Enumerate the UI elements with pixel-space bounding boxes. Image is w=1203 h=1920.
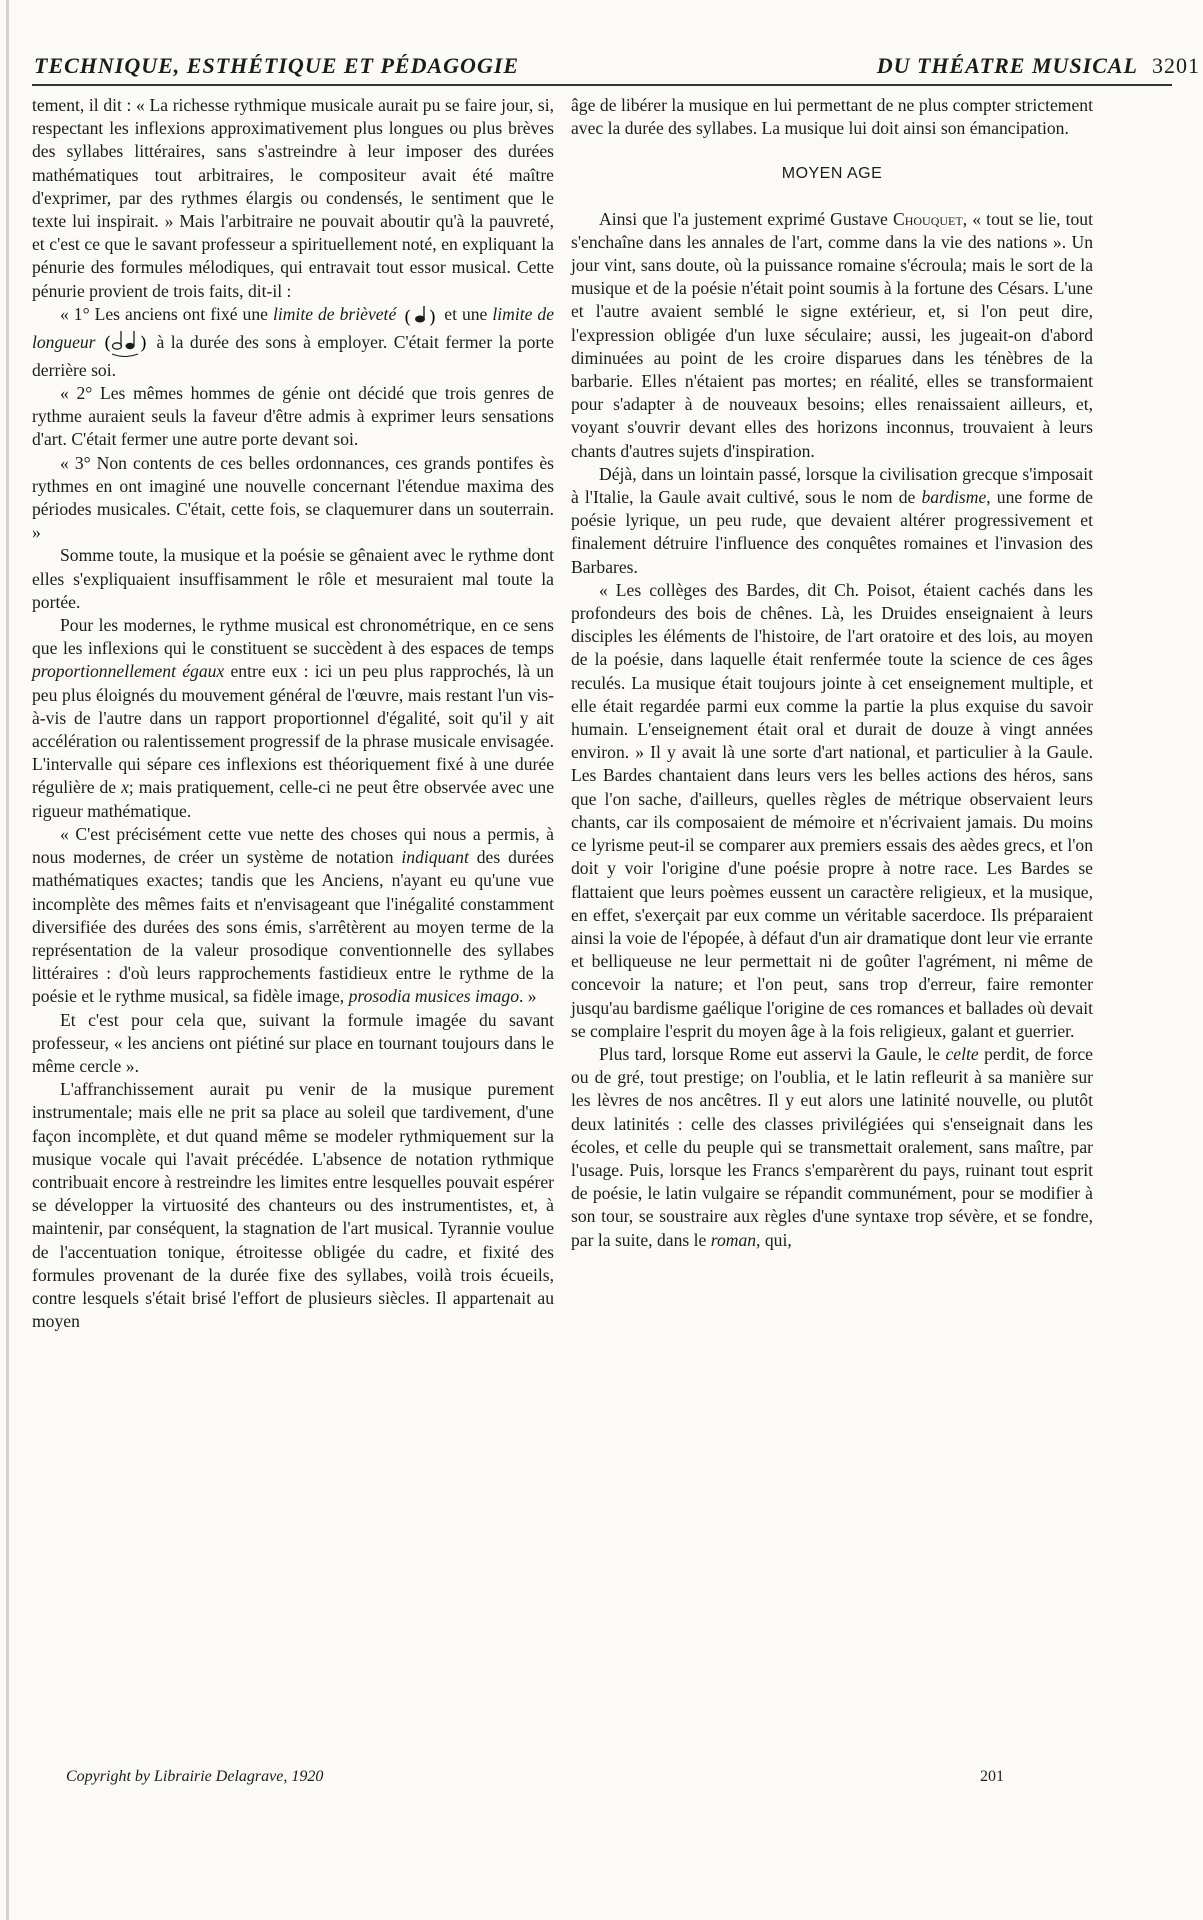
text-run: et une bbox=[444, 303, 488, 324]
text-run: perdit, de force ou de gré, tout prestige; on l'oublia, et le latin refleurit à sa manière sur les lèvres de nos ancêtres. Il y eut alors une latinité nouvelle, ou plutôt deux latinités : celle des classes privilégiées qui s'enseignait dans les écoles, et celle du peuple qui se transmettait oralement, sans maître, par l'usage. Puis, lorsque les Francs s'emparèrent du pays, ruinant tout esprit de poésie, le latin vulgaire se répandit communément, pour se modifier à son tour, se soustraire aux règles d'une syntaxe trop sévère, et se fondre, par la suite, dans le bbox=[571, 1043, 1093, 1250]
text-run: , une forme de poésie lyrique, un peu rude, que devaient altérer progressivement et finalement détruire l'influence des conquêtes romaines et l'invasion des Barbares. bbox=[571, 487, 1093, 577]
right-paragraph-5 bbox=[571, 1043, 1093, 1252]
left-paragraph-8: Et c'est pour cela que, suivant la formule imagée du savant professeur, « les anciens ont piétiné sur place en tournant toujours dans le même cercle ». bbox=[32, 1009, 554, 1076]
header-left-title: TECHNIQUE, ESTHÉTIQUE ET PÉDAGOGIE bbox=[34, 53, 520, 78]
text-run: à la durée des sons à employer. C'était fermer la porte derrière soi. bbox=[32, 331, 554, 380]
running-header bbox=[34, 53, 1200, 85]
left-paragraph-3: « 2° Les mêmes hommes de génie ont décidé que trois genres de rythme auraient seuls la faveur d'être admis à exprimer leurs sensations d'art. C'était fermer une autre porte devant soi. bbox=[32, 383, 554, 450]
text-run: . » bbox=[519, 986, 537, 1007]
right-paragraph-4: « Les collèges des Bardes, dit Ch. Poisot, étaient cachés dans les profondeurs des bois de chênes. Là, les Druides enseignaient à leurs disciples les éléments de l'histoire, de l'art oratoire et des lois, au moyen de la poésie, dans laquelle était renfermée toute la science de ces âges reculés. La musique était toujours jointe à cet enseignement multiple, et elle était regardée parmi eux comme la partie la plus exquise du savoir humain. L'enseignement était oral et durait de douze à vingt années environ. » Il y avait là une sorte d'art national, et particulier à la Gaule. Les Bardes chantaient dans leurs vers les belles actions des héros, sans que l'on sache, d'ailleurs, quelles règles de métrique observaient leurs chants, car ils composaient de mémoire et n'écrivaient jamais. Du moins ce lyrisme peut-il se comparer aux premiers essais des aèdes grecs, et l'on doit y voir l'origine d'une poésie propre à notre race. Les Bardes se flattaient que leurs poèmes eussent un caractère religieux, et la musique, en effet, s'exerçait par eux comme un véritable sacerdoce. Ils préparaient ainsi la voie de l'épopée, à défaut d'un air dramatique dont leur vie errante et belliqueuse ne leur permettait ni de goûter l'agrément, ni même de concevoir la nature; et l'on peut, sans trop d'erreur, faire remonter jusqu'au bardisme gaélique l'origine de ces romances et ballades où devait se complaire l'esprit du moyen âge à la fois religieux, galant et guerrier. bbox=[571, 579, 1093, 1041]
text-run: « 1° Les anciens ont fixé une bbox=[60, 303, 268, 324]
text-run: Ainsi que l'a justement exprimé Gustave bbox=[599, 208, 888, 229]
text-run: , « tout se lie, tout s'enchaîne dans les annales de l'art, comme dans la vie des nations ». Un jour vint, sans doute, où la puissance romaine s'écroula; mais le sort de la musique et de la poésie n'était point soumis à la fortune des Césars. L'une et l'autre avaient semblé le signe extérieur, et, si l'on peut dire, l'expression obligée d'un luxe séculaire; aussi, les jugeait-on d'abord diminuées au point de les croire disparues dans les ténèbres de la barbarie. Elles n'étaient pas mortes; en réalité, elles se transformaient pour s'adapter à de nouveaux besoins; elles renaissaient ailleurs, et, voyant s'ouvrir devant elles des horizons inconnus, trouvaient à leurs chants d'autres sujets d'inspiration. bbox=[571, 208, 1093, 461]
header-right-title: DU THÉATRE MUSICAL bbox=[876, 53, 1138, 78]
tied-notes-icon bbox=[104, 329, 148, 359]
left-paragraph-2 bbox=[32, 303, 554, 382]
italic-term: indiquant bbox=[401, 847, 469, 868]
text-run: Plus tard, lorsque Rome eut asservi la Gaule, le bbox=[599, 1043, 941, 1064]
italic-term: limite de brièveté bbox=[272, 303, 397, 324]
right-column bbox=[571, 94, 1093, 1252]
svg-text:(: ( bbox=[404, 306, 412, 328]
right-paragraph-3 bbox=[571, 463, 1093, 579]
italic-term: proportionnellement égaux bbox=[32, 661, 225, 682]
right-paragraph-1: âge de libérer la musique en lui permettant de ne plus compter strictement avec la durée des syllabes. La musique lui doit ainsi son émancipation. bbox=[571, 95, 1093, 139]
italic-term: roman bbox=[710, 1229, 757, 1250]
left-paragraph-5: Somme toute, la musique et la poésie se gênaient avec le rythme dont elles s'expliquaient insuffisamment le rôle et mesuraient mal toute la portée. bbox=[32, 545, 554, 612]
section-heading: MOYEN AGE bbox=[781, 165, 883, 183]
italic-term: celte bbox=[945, 1043, 979, 1064]
music-note-icon bbox=[403, 303, 437, 329]
header-right bbox=[877, 53, 1200, 79]
footer-page-number: 201 bbox=[980, 1768, 1004, 1785]
svg-text:): ) bbox=[140, 332, 148, 354]
page-binding-edge bbox=[6, 0, 9, 1920]
author-name: Chouquet bbox=[892, 208, 963, 229]
italic-term: limite de longueur bbox=[32, 303, 555, 352]
svg-text:): ) bbox=[429, 306, 437, 328]
left-paragraph-6 bbox=[32, 614, 554, 823]
text-run: Pour les modernes, le rythme musical est chronométrique, en ce sens que les inflexions qui le constituent se succèdent à des espaces de temps bbox=[32, 615, 554, 659]
left-paragraph-1: tement, il dit : « La richesse rythmique musicale aurait pu se faire jour, si, respectant les inflexions approximativement plus longues ou plus brèves des syllabes littéraires, sans s'astreindre à leur imposer des durées mathématiques tout arbitraires, le compositeur avait été maître d'exprimer, par des rythmes élargis ou condensés, le sentiment que le texte lui inspirait. » Mais l'arbitraire ne pouvait aboutir qu'à la pauvreté, et c'est ce que le savant professeur a spirituellement noté, en expliquant la pénurie des formules mélodiques, qui entravait tout essor musical. Cette pénurie provient de trois faits, dit-il : bbox=[32, 95, 554, 301]
left-paragraph-9: L'affranchissement aurait pu venir de la musique purement instrumentale; mais elle ne prit sa place au soleil que tardivement, d'une façon incomplète, et dut quand même se modeler rythmiquement sur la musique vocale qui l'avait précédée. L'absence de notation rythmique contribuait encore à restreindre les limites entre lesquelles pouvait espérer se développer la virtuosité des chanteurs ou des instrumentistes, et, à maintenir, par conséquent, la stagnation de l'art musical. Tyrannie voulue de l'accentuation tonique, étroitesse obligée du cadre, et fixité des formules provenant de la durée fixe des syllabes, voilà trois écueils, contre lesquels s'était brisé l'effort de plusieurs siècles. Il appartenait au moyen bbox=[32, 1079, 554, 1332]
text-run: ; mais pratiquement, celle-ci ne peut être observée avec une rigueur mathématique. bbox=[32, 777, 555, 821]
left-paragraph-4: « 3° Non contents de ces belles ordonnances, ces grands pontifes ès rythmes en ont imaginé une nouvelle concernant l'étendue maxima des périodes musicales. C'était, cette fois, se claquemurer dans un souterrain. » bbox=[32, 452, 554, 543]
header-rule bbox=[32, 84, 1172, 86]
text-run: , qui, bbox=[756, 1229, 792, 1250]
text-run: « C'est précisément cette vue nette des choses qui nous a permis, à nous modernes, de créer un système de notation bbox=[32, 823, 554, 868]
text-run: entre eux : ici un peu plus rapprochés, là un peu plus éloignés du mouvement général de l'œuvre, mais restant l'un vis-à-vis de l'autre dans un rapport proportionnel d'égalité, soit qu'il y ait accélération ou ralentissement progressif de la phrase musicale envisagée. L'intervalle qui sépare ces inflexions est théoriquement fixé à une durée régulière de bbox=[32, 661, 554, 798]
italic-variable: x bbox=[121, 777, 129, 798]
italic-term: prosodia musices imago bbox=[348, 986, 519, 1007]
copyright-notice: Copyright by Librairie Delagrave, 1920 bbox=[66, 1768, 324, 1785]
left-column bbox=[32, 94, 554, 1333]
right-paragraph-2 bbox=[571, 208, 1093, 463]
left-paragraph-7 bbox=[32, 823, 554, 1009]
italic-term: bardisme bbox=[921, 487, 987, 508]
header-page-number: 3201 bbox=[1152, 53, 1200, 78]
text-run: Déjà, dans un lointain passé, lorsque la civilisation grecque s'imposait à l'Italie, la Gaule avait cultivé, sous le nom de bbox=[571, 463, 1093, 508]
svg-text:(: ( bbox=[104, 332, 112, 354]
text-run: des durées mathématiques exactes; tandis que les Anciens, n'ayant eu qu'une vue incomplète des mêmes faits et n'envisageant que l'inégalité constamment diversifiée des durées des sons émis, s'arrêtèrent au moyen terme de la représentation de la valeur prosodique conventionnelle des syllabes littéraires : d'où leurs rapprochements fastidieux entre le rythme de la poésie et le rythme musical, sa fidèle image, bbox=[32, 847, 554, 1007]
